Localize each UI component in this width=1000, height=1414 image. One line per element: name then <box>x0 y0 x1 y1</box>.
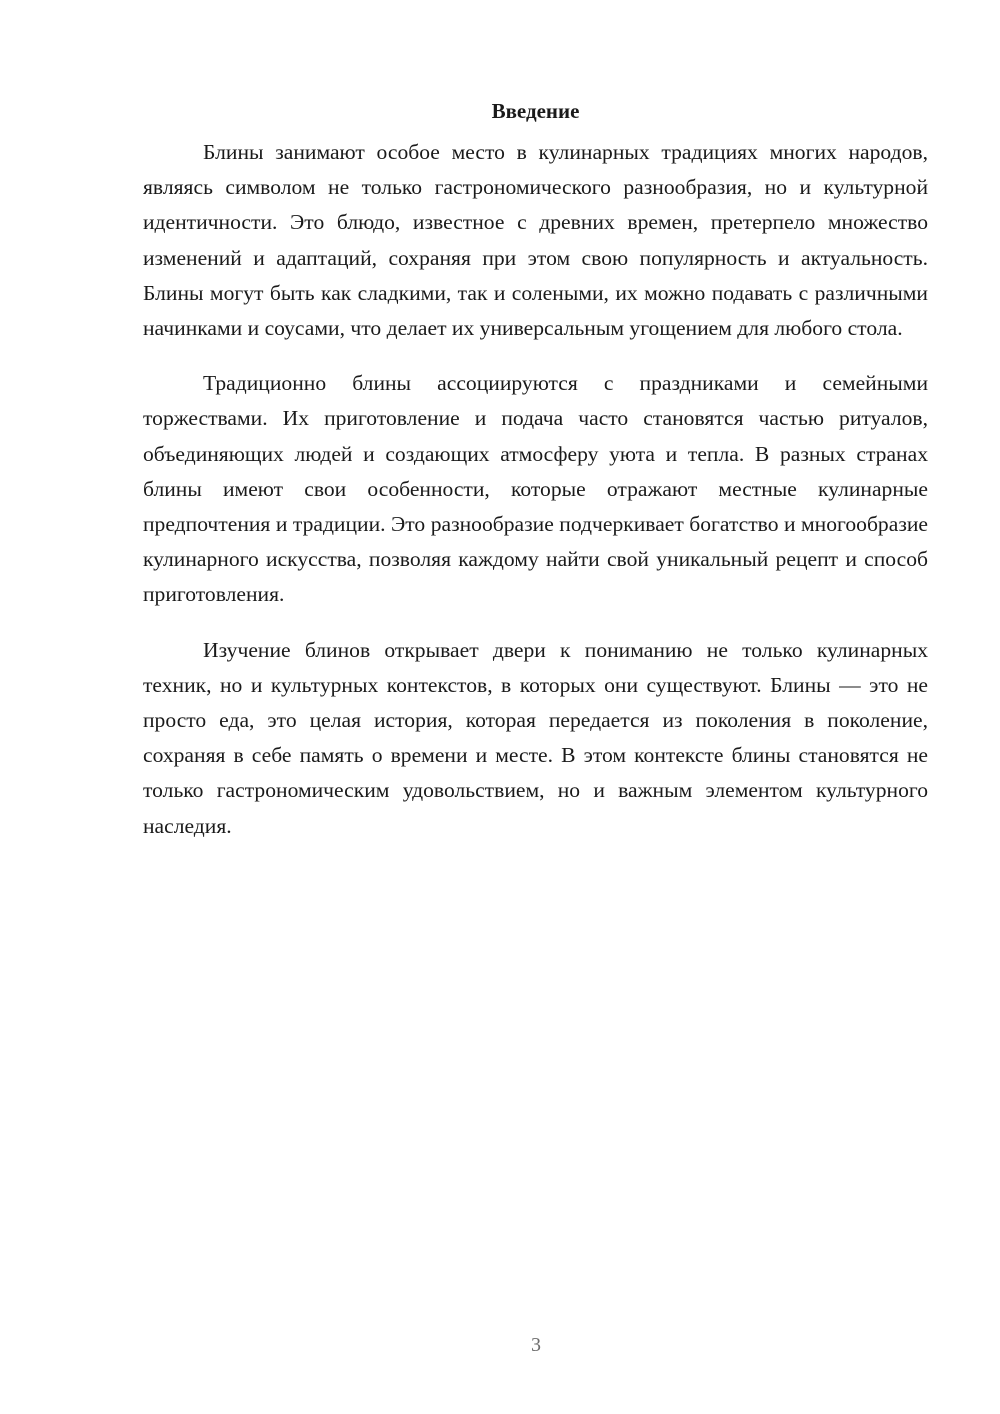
paragraph-1: Блины занимают особое место в кулинарных традициях многих народов, являясь символом не только гастрономического разнообразия, но и культурной идентичности. Это блюдо, известное с древних времен, претерпело множество изменений и адаптаций, сохраняя при этом свою популярность и актуальность. Блины могут быть как сладкими, так и солеными, их можно подавать с различными начинками и соусами, что делает их универсальным угощением для любого стола. <box>143 140 928 341</box>
page-content <box>143 93 928 864</box>
section-heading: Введение <box>491 99 580 123</box>
paragraph-3: Изучение блинов открывает двери к пониманию не только кулинарных техник, но и культурных контекстов, в которых они существуют. Блины — это не просто еда, это целая история, которая передается из поколения в поколение, сохраняя в себе память о времени и месте. В этом контексте блины становятся не только гастрономическим удовольствием, но и важным элементом культурного наследия. <box>143 637 928 838</box>
page-number: 3 <box>531 1334 541 1356</box>
paragraph-2: Традиционно блины ассоциируются с праздниками и семейными торжествами. Их приготовление и подача часто становятся частью ритуалов, объединяющих людей и создающих атмосферу уюта и тепла. В разных странах блины имеют свои особенности, которые отражают местные кулинарные предпочтения и традиции. Это разнообразие подчеркивает богатство и многообразие кулинарного искусства, позволяя каждому найти свой уникальный рецепт и способ приготовления. <box>143 371 928 607</box>
